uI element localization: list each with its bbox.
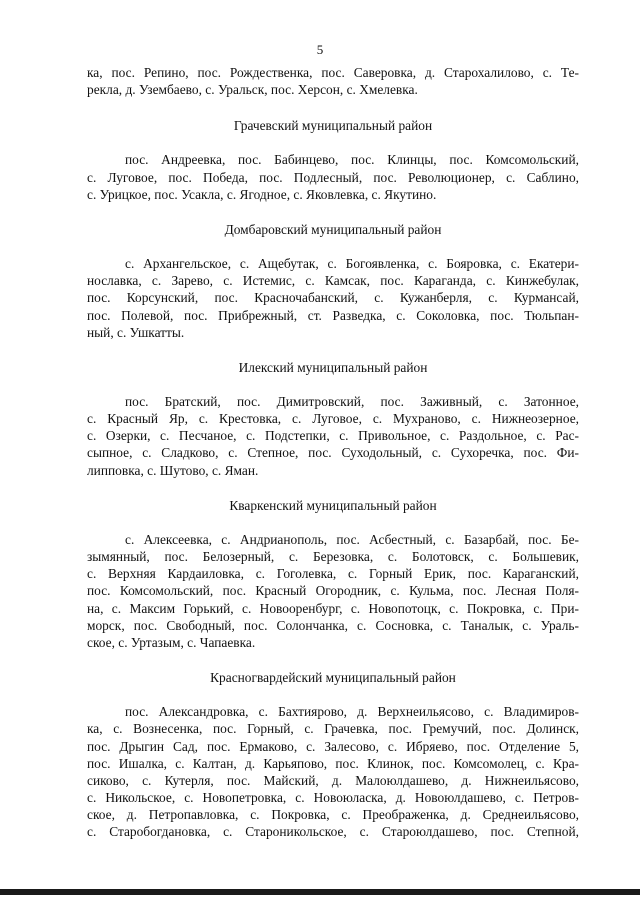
paragraph-line: сиково, с. Кутерля, пос. Майский, д. Малоюлдашево, д. Нижнеильясово, bbox=[87, 772, 579, 788]
paragraph-line: пос. Андреевка, пос. Бабинцево, пос. Клинцы, пос. Комсомольский, bbox=[125, 152, 579, 168]
page-number: 5 bbox=[316, 42, 324, 57]
paragraph-line: ское, с. Уртазым, с. Чапаевка. bbox=[87, 634, 256, 650]
paragraph-line: с. Красный Яр, с. Крестовка, с. Луговое, с. Мухраново, с. Нижнеозерное, bbox=[87, 411, 579, 427]
district-section bbox=[87, 221, 579, 341]
paragraph-line: пос. Александровка, с. Бахтиярово, д. Верхнеильясово, с. Владимиров- bbox=[125, 704, 579, 720]
paragraph-line: с. Алексеевка, с. Андрианополь, пос. Асбестный, с. Базарбай, пос. Бе- bbox=[125, 531, 579, 547]
settlement-list bbox=[87, 703, 579, 841]
paragraph-line: ный, с. Ушкатты. bbox=[87, 324, 185, 340]
bottom-rule bbox=[0, 889, 640, 895]
paragraph-line: пос. Комсомольский, пос. Красный Огородник, с. Кульма, пос. Лесная Поля- bbox=[87, 583, 579, 599]
paragraph-line: пос. Корсунский, пос. Красночабанский, с. Кужанберля, с. Курмансай, bbox=[87, 290, 579, 306]
settlement-list bbox=[87, 151, 579, 203]
settlement-list bbox=[87, 393, 579, 479]
paragraph-line: с. Архангельское, с. Ащебутак, с. Богоявленка, с. Бояровка, с. Екатери- bbox=[125, 255, 579, 271]
paragraph-line: с. Луговое, пос. Победа, пос. Подлесный, пос. Революционер, с. Саблино, bbox=[87, 169, 579, 185]
district-heading: Домбаровский муниципальный район bbox=[224, 221, 442, 237]
district-heading: Илекский муниципальный район bbox=[238, 359, 428, 375]
paragraph-line: с. Никольское, с. Новопетровка, с. Новоюласка, д. Новоюлдашево, с. Петров- bbox=[87, 790, 579, 806]
paragraph-line: сыпное, с. Сладково, с. Степное, пос. Суходольный, с. Сухоречка, пос. Фи- bbox=[87, 445, 579, 461]
paragraph-line: пос. Ишалка, с. Калтан, д. Карьяпово, пос. Клинок, пос. Комсомолец, с. Кра- bbox=[87, 755, 579, 771]
paragraph-line: ка, пос. Репино, пос. Рождественка, пос. Саверовка, д. Старохалилово, с. Те- bbox=[87, 65, 579, 80]
district-heading: Грачевский муниципальный район bbox=[233, 118, 433, 134]
intro-paragraph bbox=[87, 64, 579, 98]
settlement-list bbox=[87, 531, 579, 651]
paragraph-line: морск, пос. Свободный, пос. Солончанка, с. Сосновка, с. Таналык, с. Ураль- bbox=[87, 617, 579, 633]
paragraph-line: ка, с. Вознесенка, пос. Горный, с. Грачевка, пос. Гремучий, пос. Долинск, bbox=[87, 721, 579, 737]
paragraph-line: зымянный, пос. Белозерный, с. Березовка, с. Болотовск, с. Большевик, bbox=[87, 549, 579, 564]
district-heading: Кваркенский муниципальный район bbox=[229, 497, 437, 513]
document-body bbox=[87, 64, 579, 841]
paragraph-line: пос. Дрыгин Сад, пос. Ермаково, с. Залесово, с. Ибряево, пос. Отделение 5, bbox=[87, 738, 579, 754]
paragraph-line: ское, д. Петропавловка, с. Покровка, с. Преображенка, д. Среднеильясово, bbox=[87, 807, 579, 823]
district-section bbox=[87, 669, 579, 841]
district-section bbox=[87, 359, 579, 479]
district-section bbox=[87, 497, 579, 651]
paragraph-line: с. Озерки, с. Песчаное, с. Подстепки, с. Привольное, с. Раздольное, с. Рас- bbox=[87, 428, 579, 444]
settlement-list bbox=[87, 255, 579, 341]
paragraph-line: на, с. Максим Горький, с. Новооренбург, с. Новопотоцк, с. Покровка, с. При- bbox=[87, 600, 579, 616]
paragraph-line: с. Урицкое, пос. Усакла, с. Ягодное, с. Яковлевка, с. Якутино. bbox=[87, 186, 437, 202]
paragraph-line: с. Старобогдановка, с. Староникольское, с. Староюлдашево, пос. Степной, bbox=[87, 824, 579, 840]
paragraph-line: нославка, с. Зарево, с. Истемис, с. Камсак, пос. Караганда, с. Кинжебулак, bbox=[87, 273, 579, 289]
district-section bbox=[87, 117, 579, 203]
sections bbox=[87, 117, 579, 840]
paragraph-line: липповка, с. Шутово, с. Яман. bbox=[87, 462, 259, 478]
paragraph-line: с. Верхняя Кардаиловка, с. Гоголевка, с. Горный Ерик, пос. Караганский, bbox=[87, 566, 579, 582]
paragraph-line: пос. Полевой, пос. Прибрежный, ст. Разведка, с. Соколовка, пос. Тюльпан- bbox=[87, 307, 579, 323]
paragraph-line: рекла, д. Узембаево, с. Уральск, пос. Херсон, с. Хмелевка. bbox=[87, 82, 418, 98]
district-heading: Красногвардейский муниципальный район bbox=[210, 670, 456, 686]
paragraph-line: пос. Братский, пос. Димитровский, пос. Заживный, с. Затонное, bbox=[125, 393, 579, 409]
